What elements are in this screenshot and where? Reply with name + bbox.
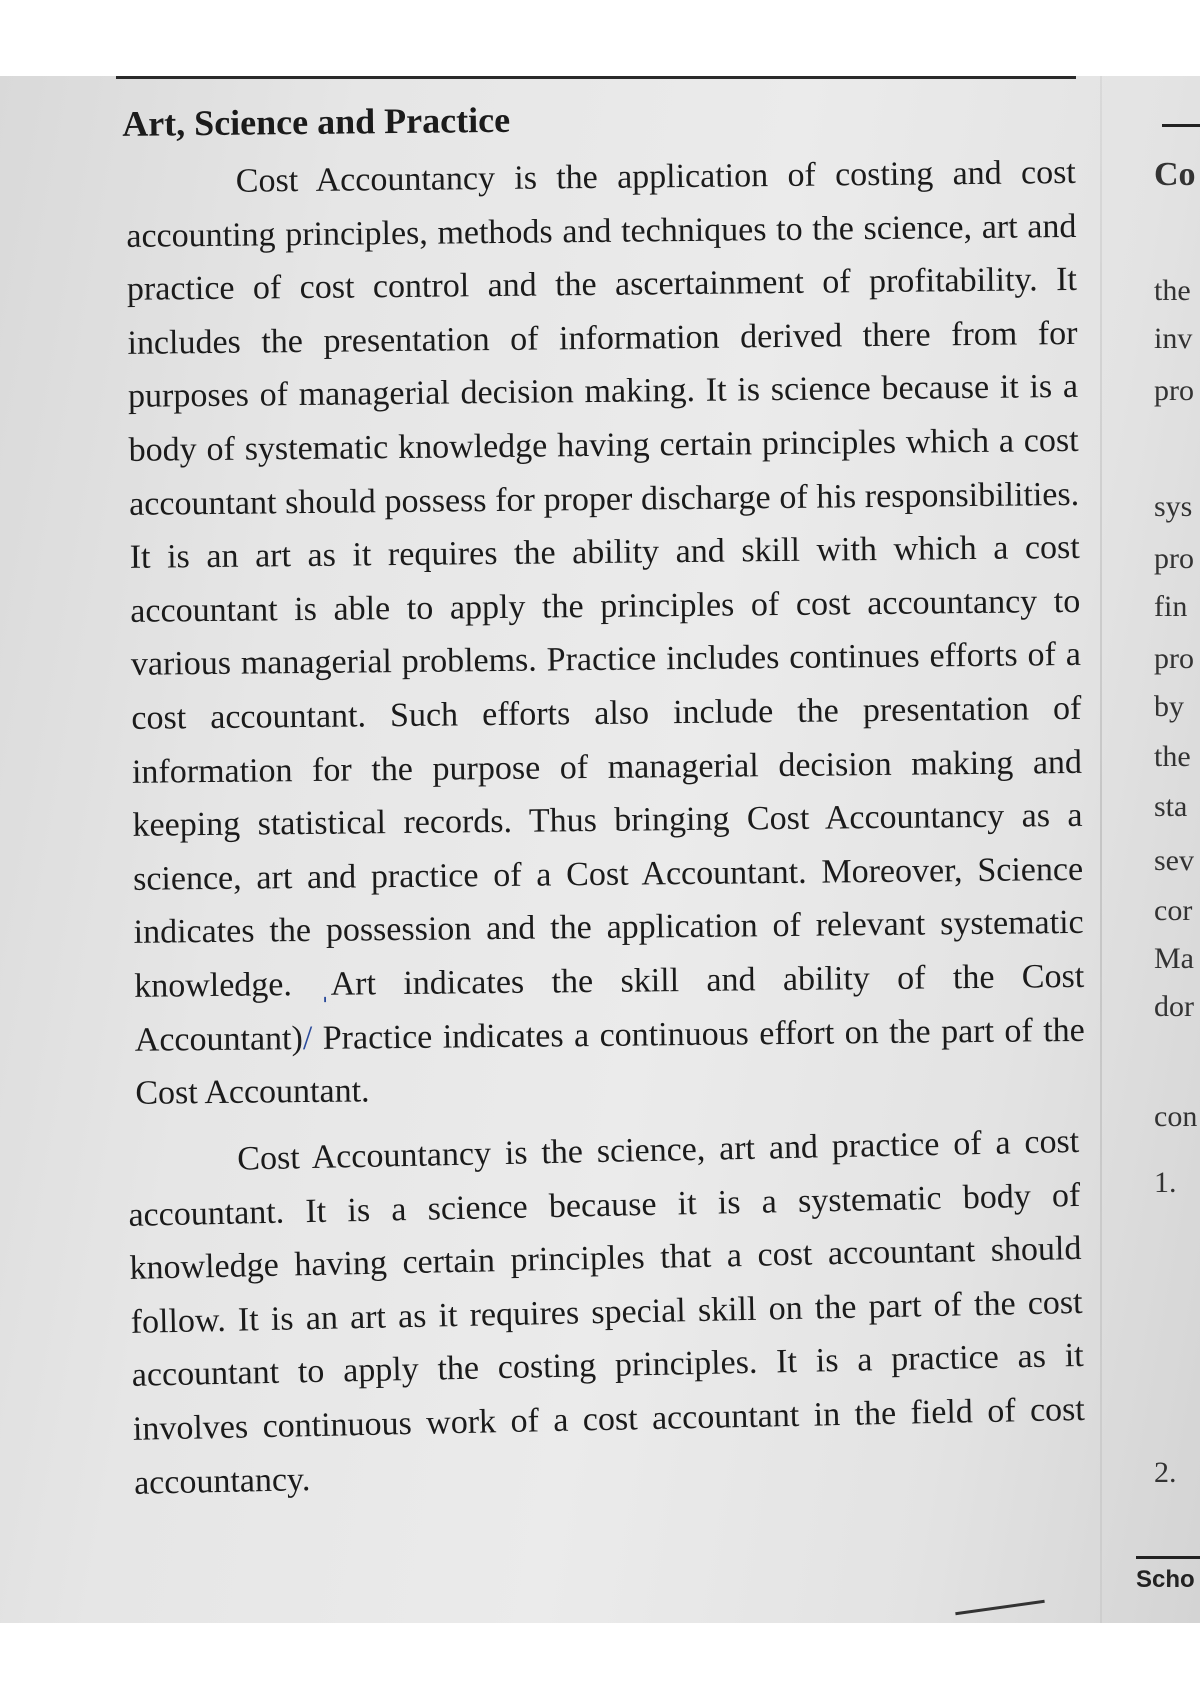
paragraph-indent bbox=[126, 192, 236, 193]
next-page-fragment: sys bbox=[1154, 490, 1193, 523]
paragraph-2-text: Cost Accountancy is the science, art and practice of a cost accountant. It is a science because it is a systematic body of knowledge having certain principles that a cost accountant should follow. It is an art as it requires special skill on the part of the cost accountant to apply the costing principles. It is a practice as it involves continuous work of a cost accountant in the field of cost accountancy. bbox=[128, 1122, 1086, 1502]
next-page-fragment: con bbox=[1154, 1100, 1198, 1133]
next-page-fragment: the bbox=[1154, 274, 1191, 307]
book-page-photo bbox=[0, 76, 1200, 1623]
next-page-fragment: pro bbox=[1154, 642, 1194, 675]
pen-mark-icon: ˌ bbox=[319, 965, 331, 1003]
next-page-fragment: inv bbox=[1154, 322, 1193, 355]
next-page-fragment: 2. bbox=[1154, 1456, 1177, 1489]
paragraph-2 bbox=[127, 1115, 1087, 1510]
paragraph-1-middle: Art indicates the skill and ability of the Cost Accountant) bbox=[134, 957, 1085, 1059]
next-page-fragment: sta bbox=[1154, 790, 1188, 823]
next-page-fragment: dor bbox=[1154, 990, 1194, 1023]
next-page-footer-rule bbox=[1136, 1556, 1200, 1559]
bottom-pen-stroke bbox=[955, 1600, 1045, 1615]
paragraph-indent bbox=[128, 1169, 238, 1171]
paragraph-1 bbox=[126, 146, 1086, 1121]
main-text-column bbox=[112, 94, 1089, 1510]
next-page-fragment: Co bbox=[1154, 156, 1196, 193]
next-page-fragment: the bbox=[1154, 740, 1191, 773]
next-page-fragment: by bbox=[1154, 690, 1184, 723]
next-page-fragment: Ma bbox=[1154, 942, 1194, 975]
page-fold-shadow bbox=[1100, 76, 1102, 1623]
next-page-fragment: pro bbox=[1154, 374, 1194, 407]
section-heading: Art, Science and Practice bbox=[121, 99, 511, 144]
next-page-edge-text bbox=[1154, 76, 1200, 1623]
next-page-footer-fragment: Scho bbox=[1136, 1566, 1195, 1593]
paragraph-1-end: Practice indicates a continuous effort on the part of the Cost Accountant. bbox=[135, 1011, 1085, 1112]
next-page-fragment: 1. bbox=[1154, 1166, 1177, 1199]
next-page-fragment: sev bbox=[1154, 844, 1194, 877]
top-rule bbox=[116, 76, 1076, 79]
next-page-fragment: pro bbox=[1154, 542, 1194, 575]
paragraph-1-text: Cost Accountancy is the application of costing and cost accounting principles, methods and techniques to the science, art and practice of cost control and the ascertainment of profitability. It includes the presentation of information derived there from for purposes of managerial decision making. It is science because it is a body of systematic knowledge having certain principles which a cost accountant should possess for proper discharge of his responsibilities. It is an art as it requires the ability and skill with which a cost accountant is able to apply the principles of cost accountancy to various managerial problems. Practice includes continues efforts of a cost accountant. Such efforts also include the presentation of information for the purpose of managerial decision making and keeping statistical records. Thus bringing Cost Accountancy as a science, art and practice of a Cost Accountant. Moreover, Science indicates the possession and the application of relevant systematic knowledge. bbox=[126, 153, 1084, 1005]
next-page-fragment: fin bbox=[1154, 590, 1188, 623]
next-page-fragment: cor bbox=[1154, 894, 1193, 927]
pen-slash-icon: / bbox=[302, 1019, 313, 1057]
